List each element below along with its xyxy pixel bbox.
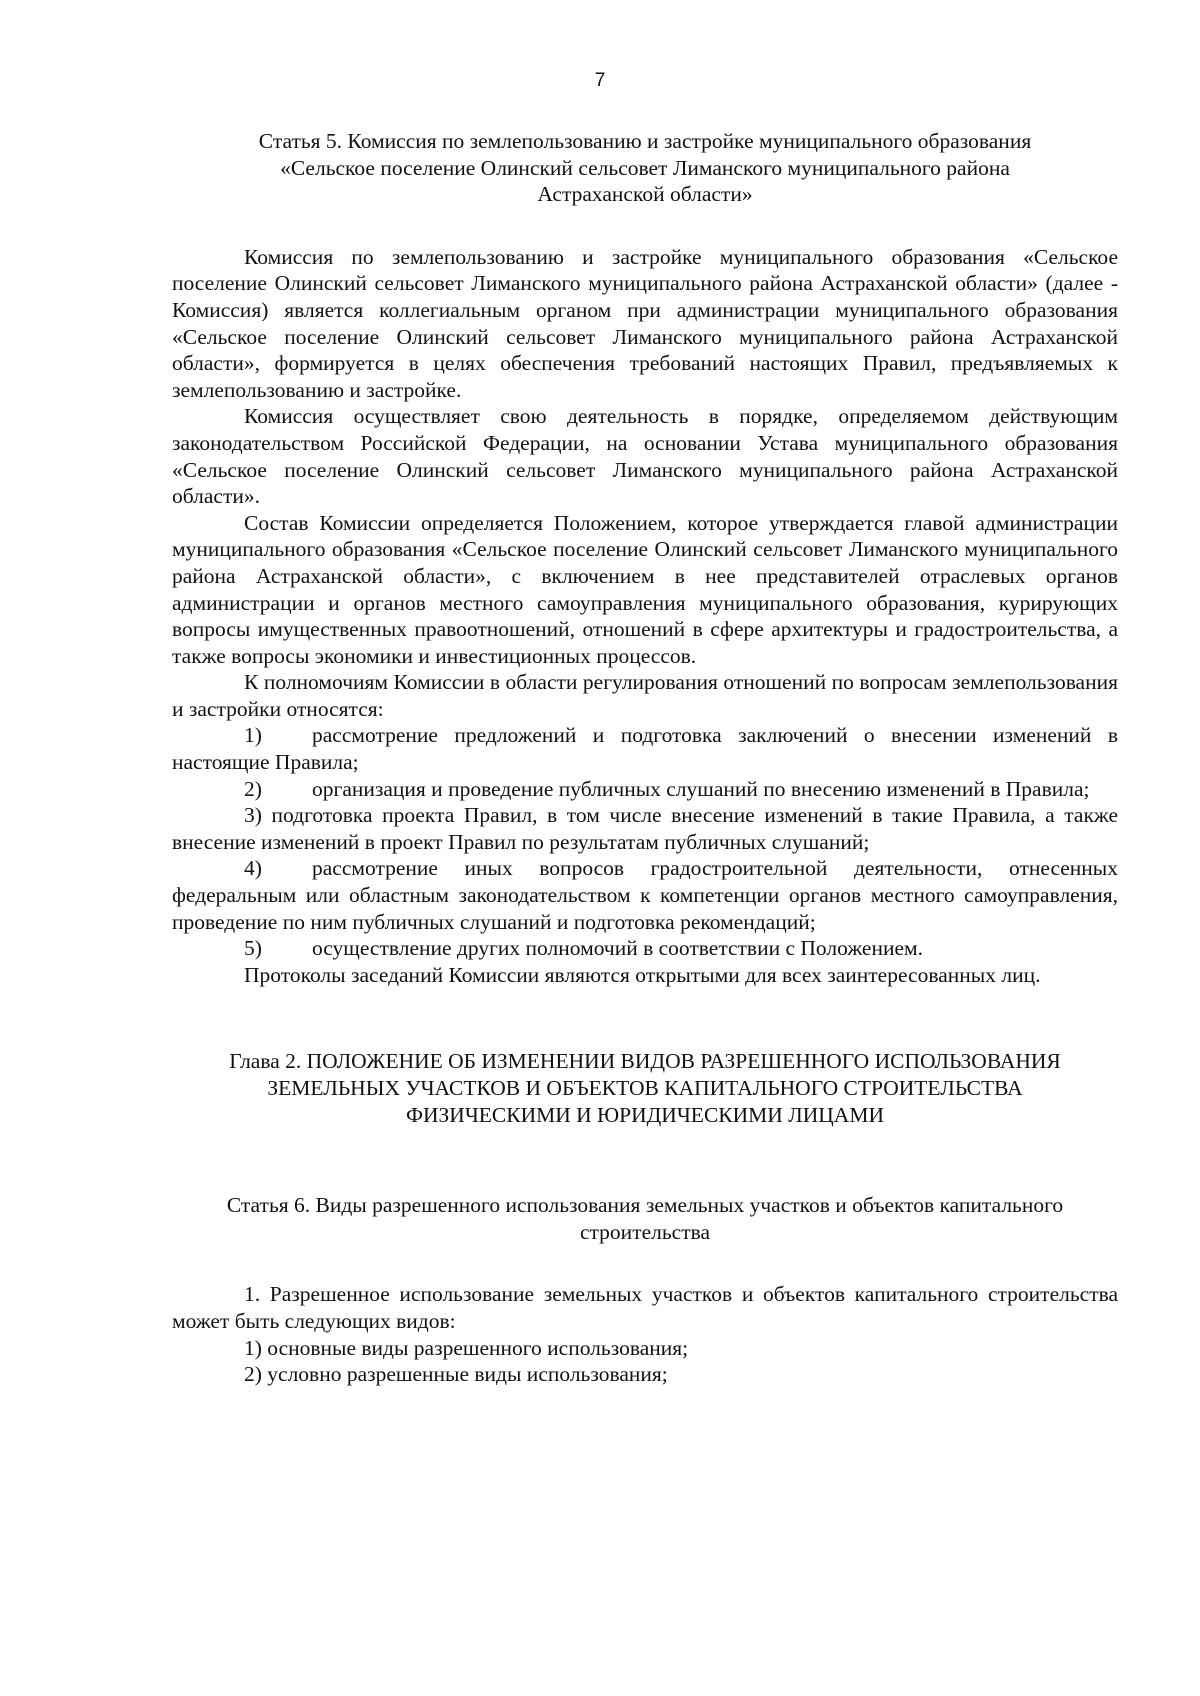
list-item <box>172 722 1118 775</box>
article-6-list-item: 1) основные виды разрешенного использования; <box>244 1335 689 1360</box>
chapter-2-heading <box>172 1048 1118 1128</box>
article-6-paragraph: 1. Разрешенное использование земельных участков и объектов капитального строительства может быть следующих видов: <box>172 1282 1118 1333</box>
article-5-paragraph: Комиссия по землепользованию и застройке муниципального образования «Сельское поселение Олинский сельсовет Лиманского муниципального района Астраханской области» (далее - Комиссия) является коллегиальным органом при администрации муниципального образования «Сельское поселение Олинский сельсовет Лиманского муниципального района Астраханской области», формируется в целях обеспечения требований настоящих Правил, предъявляемых к землепользованию и застройке. <box>172 244 1118 402</box>
list-item-number: 2) <box>244 776 262 801</box>
chapter-2-heading-line: ЗЕМЕЛЬНЫХ УЧАСТКОВ И ОБЪЕКТОВ КАПИТАЛЬНОГО СТРОИТЕЛЬСТВА <box>267 1076 1023 1100</box>
article-6-list-item: 2) условно разрешенные виды использования; <box>244 1362 668 1387</box>
list-item-text: организация и проведение публичных слушаний по внесению изменений в Правила; <box>312 776 1090 801</box>
list-item-number: 4) <box>244 856 262 881</box>
list-item <box>172 935 1118 962</box>
article-6-heading-line: Статья 6. Виды разрешенного использования земельных участков и объектов капитального <box>226 1193 1064 1218</box>
list-item-text: рассмотрение иных вопросов градостроительной деятельности, отнесенных федеральным или областным законодательством к компетенции органов местного самоуправления, проведение по ним публичных слушаний и подготовка рекомендаций; <box>172 856 1118 934</box>
article-6-heading <box>172 1192 1118 1245</box>
list-item-number: 5) <box>244 936 262 961</box>
list-item-text: осуществление других полномочий в соответствии с Положением. <box>312 936 923 961</box>
article-5-heading-line: Астраханской области» <box>537 182 753 207</box>
chapter-2-heading-line: Глава 2. ПОЛОЖЕНИЕ ОБ ИЗМЕНЕНИИ ВИДОВ РАЗРЕШЕННОГО ИСПОЛЬЗОВАНИЯ <box>229 1049 1061 1074</box>
page-content <box>172 128 1118 1388</box>
page-number: 7 <box>594 70 606 91</box>
list-item-number: 1) <box>244 723 262 748</box>
list-item <box>172 802 1118 855</box>
article-5-closing: Протоколы заседаний Комиссии являются открытыми для всех заинтересованных лиц. <box>244 962 1041 987</box>
list-item-number: 3) <box>244 803 262 828</box>
list-item-text: рассмотрение предложений и подготовка заключений о внесении изменений в настоящие Правила; <box>172 723 1118 775</box>
list-item <box>172 776 1118 803</box>
article-5-paragraph: Состав Комиссии определяется Положением, которое утверждается главой администрации муниципального образования «Сельское поселение Олинский сельсовет Лиманского муниципального района Астраханской области», с включением в нее представителей отраслевых органов администрации и органов местного самоуправления муниципального образования, курирующих вопросы имущественных правоотношений, отношений в сфере архитектуры и градостроительства, а также вопросы экономики и инвестиционных процессов. <box>172 510 1118 668</box>
list-item-text: подготовка проекта Правил, в том числе внесение изменений в такие Правила, а также внесение изменений в проект Правил по результатам публичных слушаний; <box>172 803 1119 854</box>
chapter-2-heading-line: ФИЗИЧЕСКИМИ И ЮРИДИЧЕСКИМИ ЛИЦАМИ <box>406 1102 884 1127</box>
article-5-heading-line: Статья 5. Комиссия по землепользованию и застройке муниципального образования <box>258 129 1032 153</box>
list-item <box>172 855 1118 935</box>
article-5-heading-line: «Сельское поселение Олинский сельсовет Лиманского муниципального района <box>280 155 1010 180</box>
article-6-heading-line: строительства <box>579 1219 711 1244</box>
article-5-heading <box>172 128 1118 208</box>
article-5-paragraph: К полномочиям Комиссии в области регулирования отношений по вопросам землепользования и застройки относятся: <box>172 670 1118 721</box>
article-5-paragraph: Комиссия осуществляет свою деятельность в порядке, определяемом действующим законодательством Российской Федерации, на основании Устава муниципального образования «Сельское поселение Олинский сельсовет Лиманского муниципального района Астраханской области». <box>172 404 1118 509</box>
